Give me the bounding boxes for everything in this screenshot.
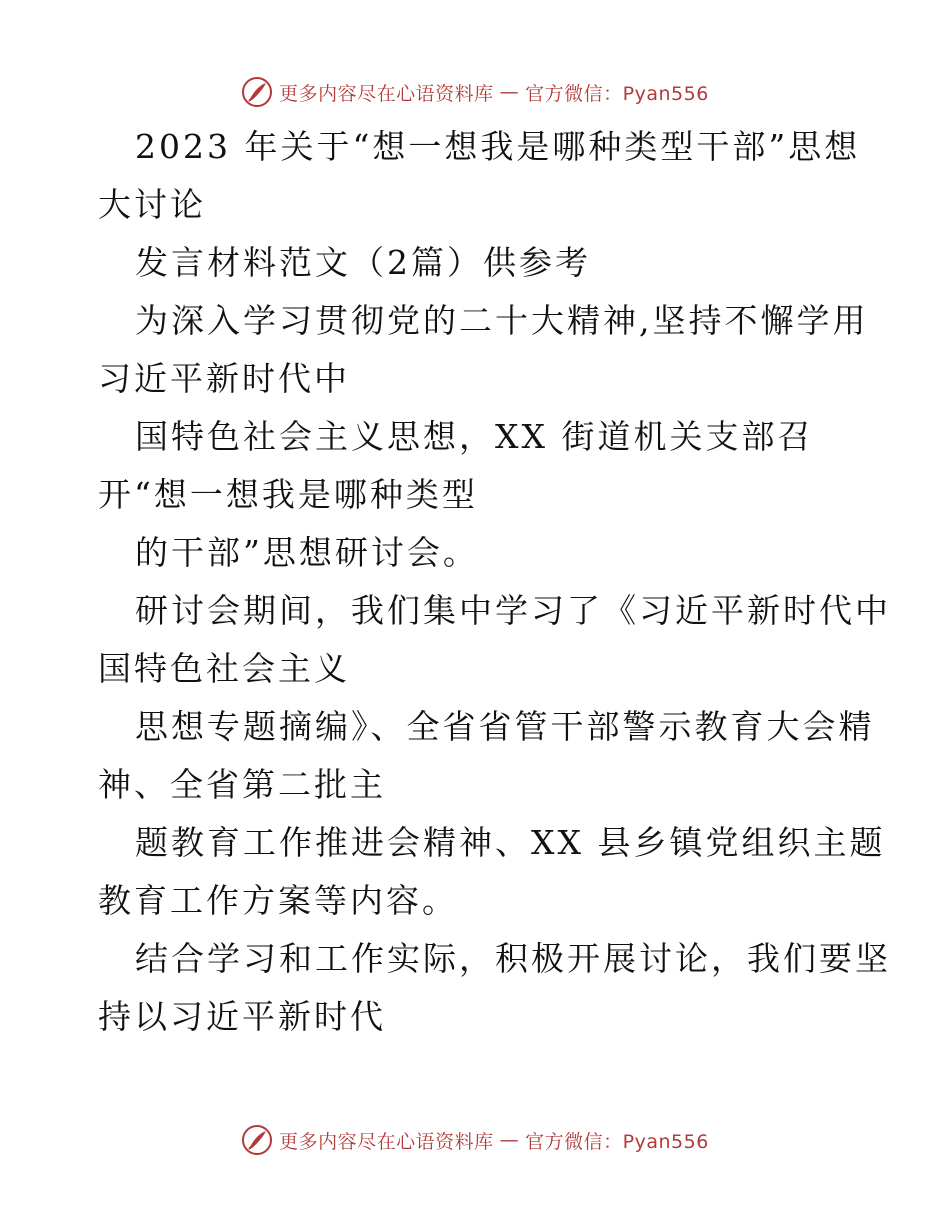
paragraph-line: 开“想一想我是哪种类型 bbox=[98, 475, 478, 514]
paragraph-line: 思想专题摘编》、全省省管干部警示教育大会精 bbox=[135, 707, 875, 746]
watermark-wechat-text: 官方微信：Pyan556 bbox=[525, 1130, 709, 1153]
paragraph-line: 的干部”思想研讨会。 bbox=[135, 533, 479, 572]
paragraph-line: 习近平新时代中 bbox=[98, 359, 350, 398]
header-watermark-banner bbox=[0, 72, 950, 112]
watermark-separator: — bbox=[499, 1129, 520, 1151]
paragraph-line: 神、全省第二批主 bbox=[98, 765, 386, 804]
pen-feather-logo-icon bbox=[241, 1124, 273, 1156]
footer-watermark-banner bbox=[0, 1120, 950, 1160]
paragraph-line: 教育工作方案等内容。 bbox=[98, 881, 458, 920]
title-line-1: 2023 年关于“想一想我是哪种类型干部”思想 bbox=[135, 127, 861, 166]
paragraph-line: 研讨会期间，我们集中学习了《习近平新时代中 bbox=[135, 591, 891, 630]
document-body bbox=[98, 118, 891, 1046]
paragraph-line: 结合学习和工作实际，积极开展讨论，我们要坚 bbox=[135, 939, 891, 978]
title-line-2: 大讨论 bbox=[98, 185, 206, 224]
watermark-separator: — bbox=[499, 81, 520, 103]
paragraph-line: 国特色社会主义思想，XX 街道机关支部召 bbox=[135, 417, 814, 456]
paragraph-line: 题教育工作推进会精神、XX 县乡镇党组织主题 bbox=[135, 823, 886, 862]
paragraph-line: 为深入学习贯彻党的二十大精神,坚持不懈学用 bbox=[135, 301, 869, 340]
paragraph-line: 国特色社会主义 bbox=[98, 649, 350, 688]
watermark-group bbox=[241, 1124, 709, 1156]
subtitle-line: 发言材料范文（2篇）供参考 bbox=[135, 243, 591, 282]
watermark-group bbox=[241, 76, 709, 108]
watermark-main-text: 更多内容尽在心语资料库 bbox=[279, 1130, 494, 1153]
watermark-main-text: 更多内容尽在心语资料库 bbox=[279, 82, 494, 105]
watermark-wechat-text: 官方微信：Pyan556 bbox=[525, 82, 709, 105]
pen-feather-logo-icon bbox=[241, 76, 273, 108]
paragraph-line: 持以习近平新时代 bbox=[98, 997, 386, 1036]
